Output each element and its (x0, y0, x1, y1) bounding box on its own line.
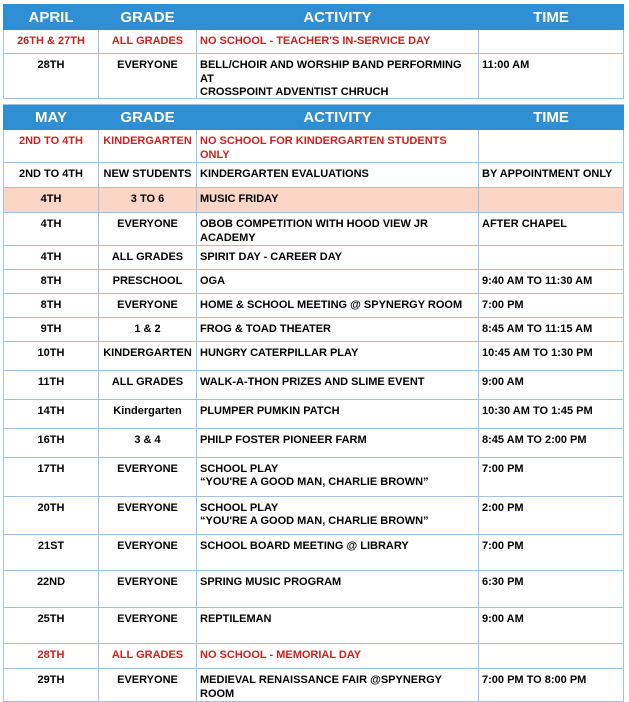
date-cell (4, 30, 99, 54)
activity-text: SCHOOL PLAY (200, 502, 279, 514)
date-text: 11TH (37, 376, 65, 388)
time-cell (479, 246, 624, 270)
date-text: 14TH (37, 405, 65, 417)
activity-text: OBOB COMPETITION WITH HOOD VIEW JR ACADEMY (200, 218, 428, 244)
activity-cell (197, 318, 479, 342)
grade-cell (99, 270, 197, 294)
date-text: 28TH (37, 649, 65, 661)
grade-cell (99, 458, 197, 497)
time-cell (479, 535, 624, 571)
date-text: 8TH (40, 299, 62, 311)
grade-cell (99, 163, 197, 188)
activity-text: PLUMPER PUMKIN PATCH (200, 405, 340, 417)
activity-cell (197, 130, 479, 163)
table-row (4, 669, 624, 702)
grade-text: ALL GRADES (111, 251, 184, 263)
grade-text: EVERYONE (117, 463, 178, 475)
time-text: 7:00 PM (482, 463, 524, 475)
date-cell (4, 246, 99, 270)
april-header-row (4, 5, 624, 30)
grade-text: PRESCHOOL (112, 275, 183, 287)
activity-text: MUSIC FRIDAY (200, 193, 279, 205)
date-cell (4, 270, 99, 294)
grade-text: EVERYONE (117, 218, 178, 230)
time-text: 10:45 AM TO 1:30 PM (482, 347, 593, 359)
activity-text: NO SCHOOL FOR KINDERGARTEN STUDENTS ONLY (200, 135, 447, 161)
table-row (4, 246, 624, 270)
activity-header: ACTIVITY (197, 105, 479, 130)
activity-cell (197, 371, 479, 400)
date-text: 21ST (37, 540, 65, 552)
time-text: BY APPOINTMENT ONLY (482, 168, 613, 180)
date-text: 20TH (37, 502, 65, 514)
time-text (482, 130, 620, 134)
activity-text: SPRING MUSIC PROGRAM (200, 576, 342, 588)
time-text: 9:00 AM (482, 613, 524, 625)
grade-header: GRADE (99, 105, 197, 130)
grade-cell (99, 571, 197, 608)
date-cell (4, 429, 99, 458)
grade-text: EVERYONE (117, 502, 178, 514)
grade-cell (99, 497, 197, 535)
date-text: 4TH (40, 218, 62, 230)
date-text: 16TH (37, 434, 65, 446)
grade-text: NEW STUDENTS (103, 168, 192, 180)
activity-cell (197, 342, 479, 371)
time-text: AFTER CHAPEL (482, 218, 567, 230)
grade-text: KINDERGARTEN (103, 135, 192, 147)
table-row (4, 644, 624, 669)
time-cell (479, 294, 624, 318)
activity-text: MEDIEVAL RENAISSANCE FAIR @SPYNERGY ROOM (200, 674, 442, 700)
activity-text-line2: CROSSPOINT ADVENTIST CHRUCH (200, 86, 389, 98)
activity-text: KINDERGARTEN EVALUATIONS (200, 168, 369, 180)
time-text: 9:40 AM TO 11:30 AM (482, 275, 593, 287)
grade-text: EVERYONE (117, 540, 178, 552)
time-cell (479, 644, 624, 669)
grade-cell (99, 294, 197, 318)
time-cell (479, 188, 624, 213)
grade-cell (99, 30, 197, 54)
time-text: 11:00 AM (482, 59, 530, 71)
time-text (482, 246, 620, 250)
grade-text: Kindergarten (113, 405, 182, 417)
time-text: 2:00 PM (482, 502, 524, 514)
date-cell (4, 130, 99, 163)
activity-text: OGA (200, 275, 226, 287)
table-row (4, 270, 624, 294)
time-text: 6:30 PM (482, 576, 524, 588)
time-cell (479, 130, 624, 163)
activity-text: SPIRIT DAY - CAREER DAY (200, 251, 343, 263)
activity-cell (197, 669, 479, 702)
date-cell (4, 342, 99, 371)
activity-cell (197, 429, 479, 458)
table-row (4, 458, 624, 497)
activity-cell (197, 30, 479, 54)
activity-text: REPTILEMAN (200, 613, 272, 625)
activity-cell (197, 608, 479, 644)
time-text: 8:45 AM TO 2:00 PM (482, 434, 587, 446)
grade-cell (99, 669, 197, 702)
date-cell (4, 458, 99, 497)
time-cell (479, 342, 624, 371)
activity-text: NO SCHOOL - TEACHER'S IN-SERVICE DAY (200, 35, 431, 47)
grade-text: ALL GRADES (111, 35, 184, 47)
time-text: 9:00 AM (482, 376, 524, 388)
date-text: 26TH & 27TH (17, 35, 85, 47)
activity-cell (197, 644, 479, 669)
date-text: 29TH (37, 674, 65, 686)
date-text: 2ND TO 4TH (19, 168, 83, 180)
table-row (4, 497, 624, 535)
time-text: 7:00 PM TO 8:00 PM (482, 674, 587, 686)
time-text: 7:00 PM (482, 540, 524, 552)
date-text: 2ND TO 4TH (19, 135, 83, 147)
grade-text: EVERYONE (117, 299, 178, 311)
time-cell (479, 270, 624, 294)
date-text: 4TH (40, 251, 62, 263)
date-text: 22ND (36, 576, 66, 588)
activity-cell (197, 213, 479, 246)
table-row (4, 213, 624, 246)
table-row (4, 400, 624, 429)
grade-text: 1 & 2 (134, 323, 161, 335)
grade-cell (99, 535, 197, 571)
activity-text: PHILP FOSTER PIONEER FARM (200, 434, 367, 446)
time-text: 10:30 AM TO 1:45 PM (482, 405, 593, 417)
time-text (482, 30, 620, 34)
time-cell (479, 429, 624, 458)
time-text (482, 644, 620, 648)
time-cell (479, 458, 624, 497)
time-cell (479, 318, 624, 342)
grade-cell (99, 400, 197, 429)
activity-cell (197, 458, 479, 497)
grade-text: ALL GRADES (111, 376, 184, 388)
date-cell (4, 571, 99, 608)
time-cell (479, 669, 624, 702)
table-row (4, 342, 624, 371)
date-cell (4, 318, 99, 342)
time-cell (479, 400, 624, 429)
table-row (4, 371, 624, 400)
activity-text: SCHOOL PLAY (200, 463, 279, 475)
activity-cell (197, 497, 479, 535)
grade-text: KINDERGARTEN (103, 347, 192, 359)
time-cell (479, 571, 624, 608)
activity-text: BELL/CHOIR AND WORSHIP BAND PERFORMING AT (200, 59, 462, 85)
table-row (4, 130, 624, 163)
date-cell (4, 497, 99, 535)
activity-text: HUNGRY CATERPILLAR PLAY (200, 347, 359, 359)
activity-text: SCHOOL BOARD MEETING @ LIBRARY (200, 540, 409, 552)
time-cell (479, 371, 624, 400)
table-row (4, 163, 624, 188)
activity-cell (197, 163, 479, 188)
table-row (4, 571, 624, 608)
time-text: 7:00 PM (482, 299, 524, 311)
table-row (4, 318, 624, 342)
activity-cell (197, 188, 479, 213)
table-row (4, 294, 624, 318)
grade-text: EVERYONE (117, 674, 178, 686)
grade-text: EVERYONE (117, 59, 178, 71)
date-text: 25TH (37, 613, 65, 625)
grade-cell (99, 342, 197, 371)
activity-text: HOME & SCHOOL MEETING @ SPYNERGY ROOM (200, 299, 463, 311)
time-header: TIME (479, 105, 624, 130)
grade-text: EVERYONE (117, 613, 178, 625)
table-row (4, 429, 624, 458)
activity-cell (197, 270, 479, 294)
time-cell (479, 608, 624, 644)
table-row (4, 535, 624, 571)
date-text: 8TH (40, 275, 62, 287)
time-cell (479, 497, 624, 535)
time-cell (479, 163, 624, 188)
may-rows (4, 130, 624, 702)
date-cell (4, 535, 99, 571)
date-cell (4, 213, 99, 246)
grade-cell (99, 130, 197, 163)
time-header: TIME (479, 5, 624, 30)
grade-cell (99, 246, 197, 270)
time-cell (479, 54, 624, 99)
date-cell (4, 294, 99, 318)
activity-cell (197, 400, 479, 429)
grade-text: ALL GRADES (111, 649, 184, 661)
date-cell (4, 669, 99, 702)
time-text: 8:45 AM TO 11:15 AM (482, 323, 593, 335)
may-header-row (4, 105, 624, 130)
calendar-table (3, 4, 624, 702)
grade-text: 3 TO 6 (130, 193, 165, 205)
activity-header: ACTIVITY (197, 5, 479, 30)
april-rows (4, 30, 624, 99)
activity-text: WALK-A-THON PRIZES AND SLIME EVENT (200, 376, 425, 388)
month-header-april: APRIL (4, 5, 99, 30)
date-cell (4, 400, 99, 429)
date-cell (4, 371, 99, 400)
date-text: 28TH (37, 59, 65, 71)
date-cell (4, 54, 99, 99)
grade-cell (99, 429, 197, 458)
grade-cell (99, 188, 197, 213)
table-row (4, 188, 624, 213)
time-cell (479, 30, 624, 54)
date-cell (4, 608, 99, 644)
table-row (4, 54, 624, 99)
activity-cell (197, 535, 479, 571)
time-text (482, 188, 620, 192)
date-cell (4, 188, 99, 213)
activity-text-line2: “YOU'RE A GOOD MAN, CHARLIE BROWN” (200, 476, 429, 488)
table-row (4, 608, 624, 644)
table-row (4, 30, 624, 54)
grade-text: 3 & 4 (134, 434, 161, 446)
date-cell (4, 644, 99, 669)
month-header-may: MAY (4, 105, 99, 130)
activity-text: NO SCHOOL - MEMORIAL DAY (200, 649, 362, 661)
activity-cell (197, 571, 479, 608)
grade-cell (99, 371, 197, 400)
grade-cell (99, 213, 197, 246)
date-text: 10TH (37, 347, 65, 359)
grade-cell (99, 608, 197, 644)
activity-text: FROG & TOAD THEATER (200, 323, 331, 335)
date-text: 9TH (40, 323, 62, 335)
grade-text: EVERYONE (117, 576, 178, 588)
date-cell (4, 163, 99, 188)
activity-cell (197, 54, 479, 99)
activity-text-line2: “YOU'RE A GOOD MAN, CHARLIE BROWN” (200, 515, 429, 527)
activity-cell (197, 246, 479, 270)
grade-header: GRADE (99, 5, 197, 30)
grade-cell (99, 318, 197, 342)
activity-cell (197, 294, 479, 318)
date-text: 17TH (37, 463, 65, 475)
grade-cell (99, 54, 197, 99)
date-text: 4TH (40, 193, 62, 205)
time-cell (479, 213, 624, 246)
grade-cell (99, 644, 197, 669)
